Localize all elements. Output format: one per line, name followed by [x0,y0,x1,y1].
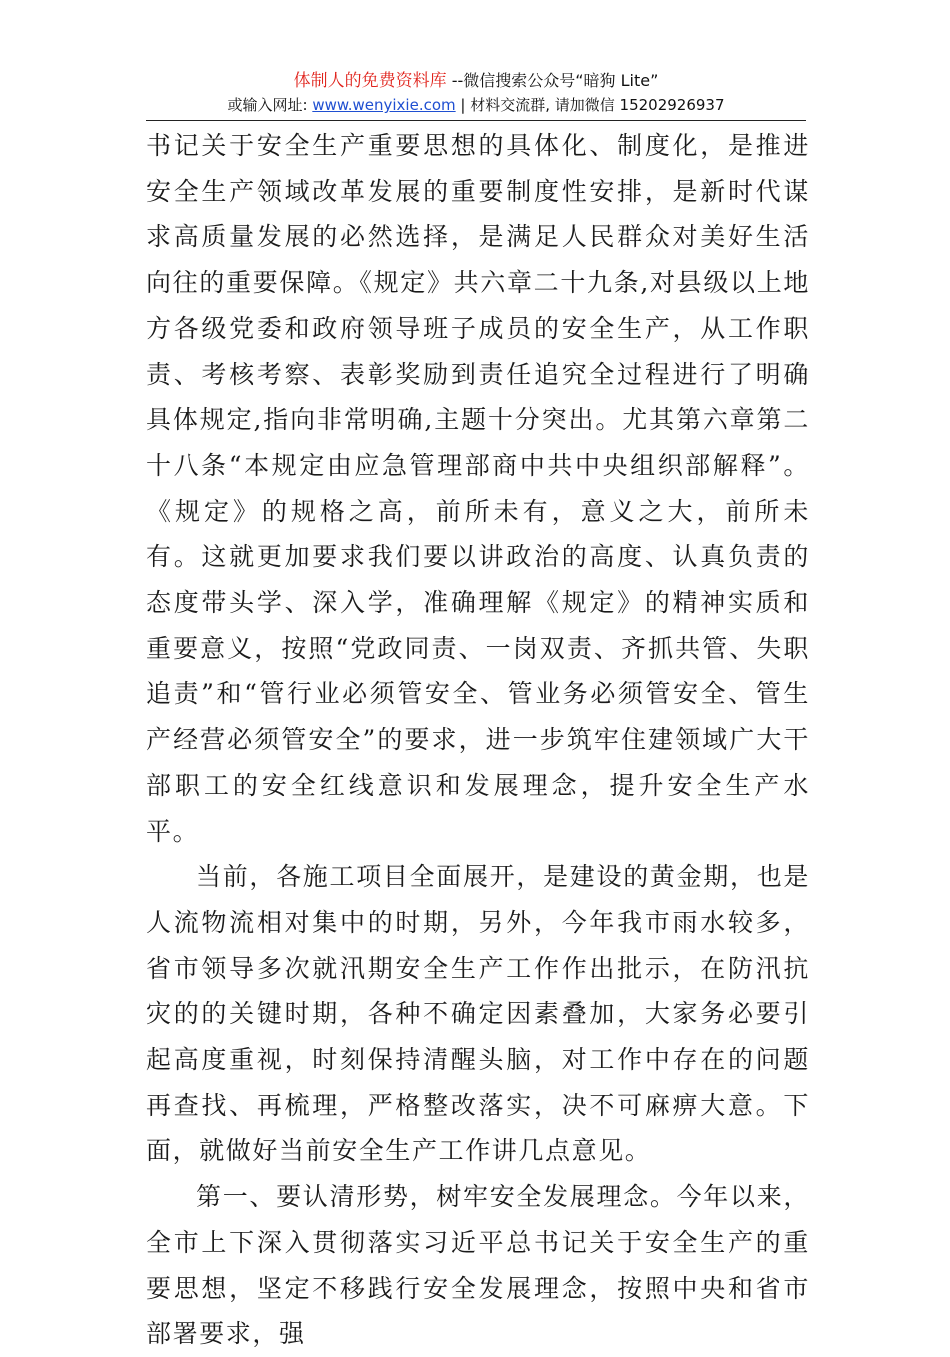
header-line-2 [146,94,806,116]
paragraph-continued: 书记关于安全生产重要思想的具体化、制度化，是推进安全生产领域改革发展的重要制度性安排，是新时代谋求高质量发展的必然选择，是满足人民群众对美好生活向往的重要保障。《规定》共六章二十九条,对县级以上地方各级党委和政府领导班子成员的安全生产，从工作职责、考核考察、表彰奖励到责任追究全过程进行了明确具体规定,指向非常明确,主题十分突出。尤其第六章第二十八条“本规定由应急管理部商中共中央组织部解释”。《规定》的规格之高，前所未有，意义之大，前所未有。这就更加要求我们要以讲政治的高度、认真负责的态度带头学、深入学，准确理解《规定》的精神实质和重要意义，按照“党政同责、一岗双责、齐抓共管、失职追责”和“管行业必须管安全、管业务必须管安全、管生产经营必须管安全”的要求，进一步筑牢住建领域广大干部职工的安全红线意识和发展理念，提升安全生产水平。 [146,131,810,846]
document-body [146,123,810,1357]
header-contact: | 材料交流群, 请加微信 15202926937 [455,96,725,114]
paragraph: 当前，各施工项目全面展开，是建设的黄金期，也是人流物流相对集中的时期，另外，今年我市雨水较多，省市领导多次就汛期安全生产工作作出批示，在防汛抗灾的的关键时期，各种不确定因素叠加，大家务必要引起高度重视，时刻保持清醒头脑，对工作中存在的问题再查找、再梳理，严格整改落实，决不可麻痹大意。下面，就做好当前安全生产工作讲几点意见。 [146,862,810,1166]
header-line-1 [146,70,806,92]
header-url-prefix: 或输入网址: [227,96,313,114]
header-divider [146,120,806,121]
paragraph: 第一、要认清形势，树牢安全发展理念。今年以来，全市上下深入贯彻落实习近平总书记关于安全生产的重要思想，坚定不移践行安全发展理念，按照中央和省市部署要求，强 [146,1182,810,1349]
header-brand: 体制人的免费资料库 [293,71,447,91]
header-site-link[interactable]: www.wenyixie.com [312,96,456,114]
header-tagline: --微信搜索公众号“暗狗 Lite” [446,71,659,90]
watermark-header [146,70,806,116]
